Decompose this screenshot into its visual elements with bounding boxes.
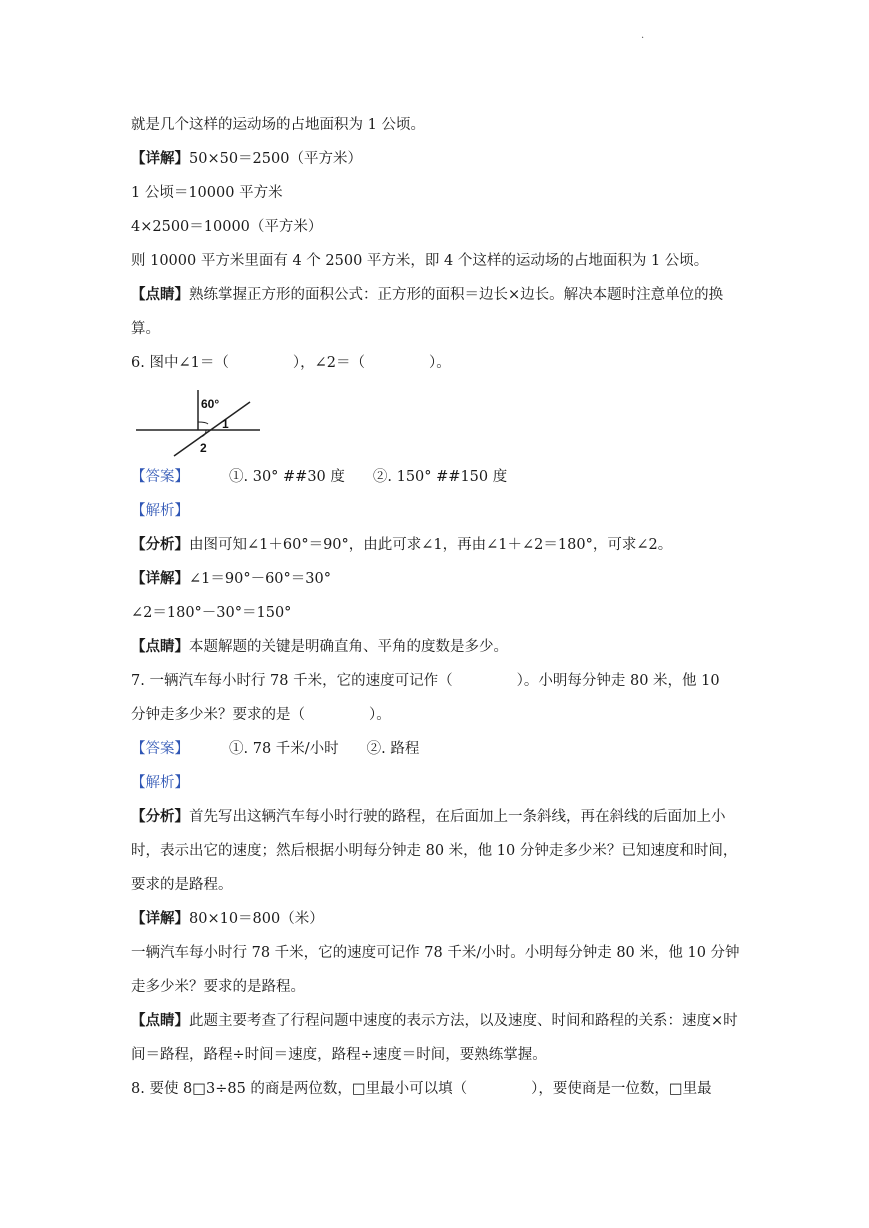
fenxi-text: 由图可知∠1＋60°＝90°，由此可求∠1，再由∠1＋∠2＝180°，可求∠2。 (189, 537, 673, 553)
angle-arc-1 (198, 422, 208, 424)
fenxi-tag: 【分析】 (131, 808, 189, 825)
stem-part: ），∠2＝（ (292, 355, 365, 371)
analysis-tag: 【解析】 (131, 503, 189, 519)
tip-text: 此题主要考查了行程问题中速度的表示方法，以及速度、时间和路程的关系：速度×时间＝路程，路程÷时间＝速度，路程÷速度＝时间，要熟练掌握。 (131, 1013, 738, 1063)
detail-text: 80×10＝800（米） (189, 911, 324, 927)
fenxi-tag: 【分析】 (131, 536, 189, 553)
text-line: 1 公顷＝10000 平方米 (131, 185, 283, 201)
document-page (131, 108, 741, 1106)
angle-figure (131, 380, 741, 460)
angle-label-1: 1 (222, 417, 229, 431)
angle-label-2: 2 (200, 441, 207, 455)
question-7-stem-cont (131, 698, 741, 732)
stem-part: ），要使商是一位数，□里最 (531, 1081, 712, 1097)
detail-tag: 【详解】 (131, 150, 189, 167)
tip-tag: 【点睛】 (131, 286, 189, 303)
answer-tag: 【答案】 (131, 469, 189, 485)
text-line: 则 10000 平方米里面有 4 个 2500 平方米，即 4 个这样的运动场的占地面积为 1 公顷。 (131, 253, 709, 269)
tip-text: 本题解题的关键是明确直角、平角的度数是多少。 (189, 639, 508, 655)
answer-line (131, 460, 741, 494)
answer-tag: 【答案】 (131, 741, 189, 757)
detail-text: ∠1＝90°－60°＝30° (189, 571, 331, 587)
stem-part: 6. 图中∠1＝（ (131, 355, 229, 371)
answer-2: ②. 路程 (366, 741, 420, 757)
detail-line (131, 562, 741, 596)
tip-paragraph (131, 278, 741, 346)
analysis-tag: 【解析】 (131, 775, 189, 791)
tip-paragraph (131, 1004, 741, 1072)
stem-part: ）。 (369, 707, 391, 723)
fenxi-line (131, 528, 741, 562)
tip-tag: 【点睛】 (131, 1012, 189, 1029)
header-dot: . (641, 30, 645, 41)
detail-tag: 【详解】 (131, 910, 189, 927)
tip-text: 熟练掌握正方形的面积公式：正方形的面积＝边长×边长。解决本题时注意单位的换算。 (131, 287, 724, 337)
tip-tag: 【点睛】 (131, 638, 189, 655)
stem-part: 8. 要使 8□3÷85 的商是两位数，□里最小可以填（ (131, 1081, 468, 1097)
stem-part: ）。 (428, 355, 451, 371)
text-line: 就是几个这样的运动场的占地面积为 1 公顷。 (131, 117, 425, 133)
question-7-stem (131, 664, 741, 698)
detail-line (131, 142, 741, 176)
angle-arc-2 (200, 430, 206, 437)
detail-paragraph: 一辆汽车每小时行 78 千米，它的速度可记作 78 千米/小时。小明每分钟走 80 米，他 10 分钟走多少米？要求的是路程。 (131, 945, 740, 995)
stem-part: 7. 一辆汽车每小时行 78 千米，它的速度可记作（ (131, 673, 453, 689)
answer-1: ①. 78 千米/小时 (229, 741, 339, 757)
detail-line (131, 902, 741, 936)
answer-2: ②. 150° ##150 度 (372, 469, 508, 485)
detail-tag: 【详解】 (131, 570, 189, 587)
stem-part: 分钟走多少米？要求的是（ (131, 707, 305, 723)
stem-part: ）。小明每分钟走 80 米，他 10 (516, 673, 720, 689)
fenxi-text: 首先写出这辆汽车每小时行驶的路程，在后面加上一条斜线，再在斜线的后面加上小时，表示出它的速度；然后根据小明每分钟走 80 米，他 10 分钟走多少米？已知速度和时间，要求的是路程。 (131, 809, 738, 893)
question-6-stem (131, 346, 741, 380)
answer-1: ①. 30° ##30 度 (229, 469, 345, 485)
angle-label-60: 60° (201, 397, 220, 411)
text-line: 4×2500＝10000（平方米） (131, 219, 323, 235)
question-8-stem (131, 1072, 741, 1106)
fenxi-paragraph (131, 800, 741, 902)
tip-line (131, 630, 741, 664)
angle-diagram (136, 384, 266, 460)
answer-line (131, 732, 741, 766)
detail-text: 50×50＝2500（平方米） (189, 151, 362, 167)
detail-line-2: ∠2＝180°－30°＝150° (131, 605, 292, 621)
